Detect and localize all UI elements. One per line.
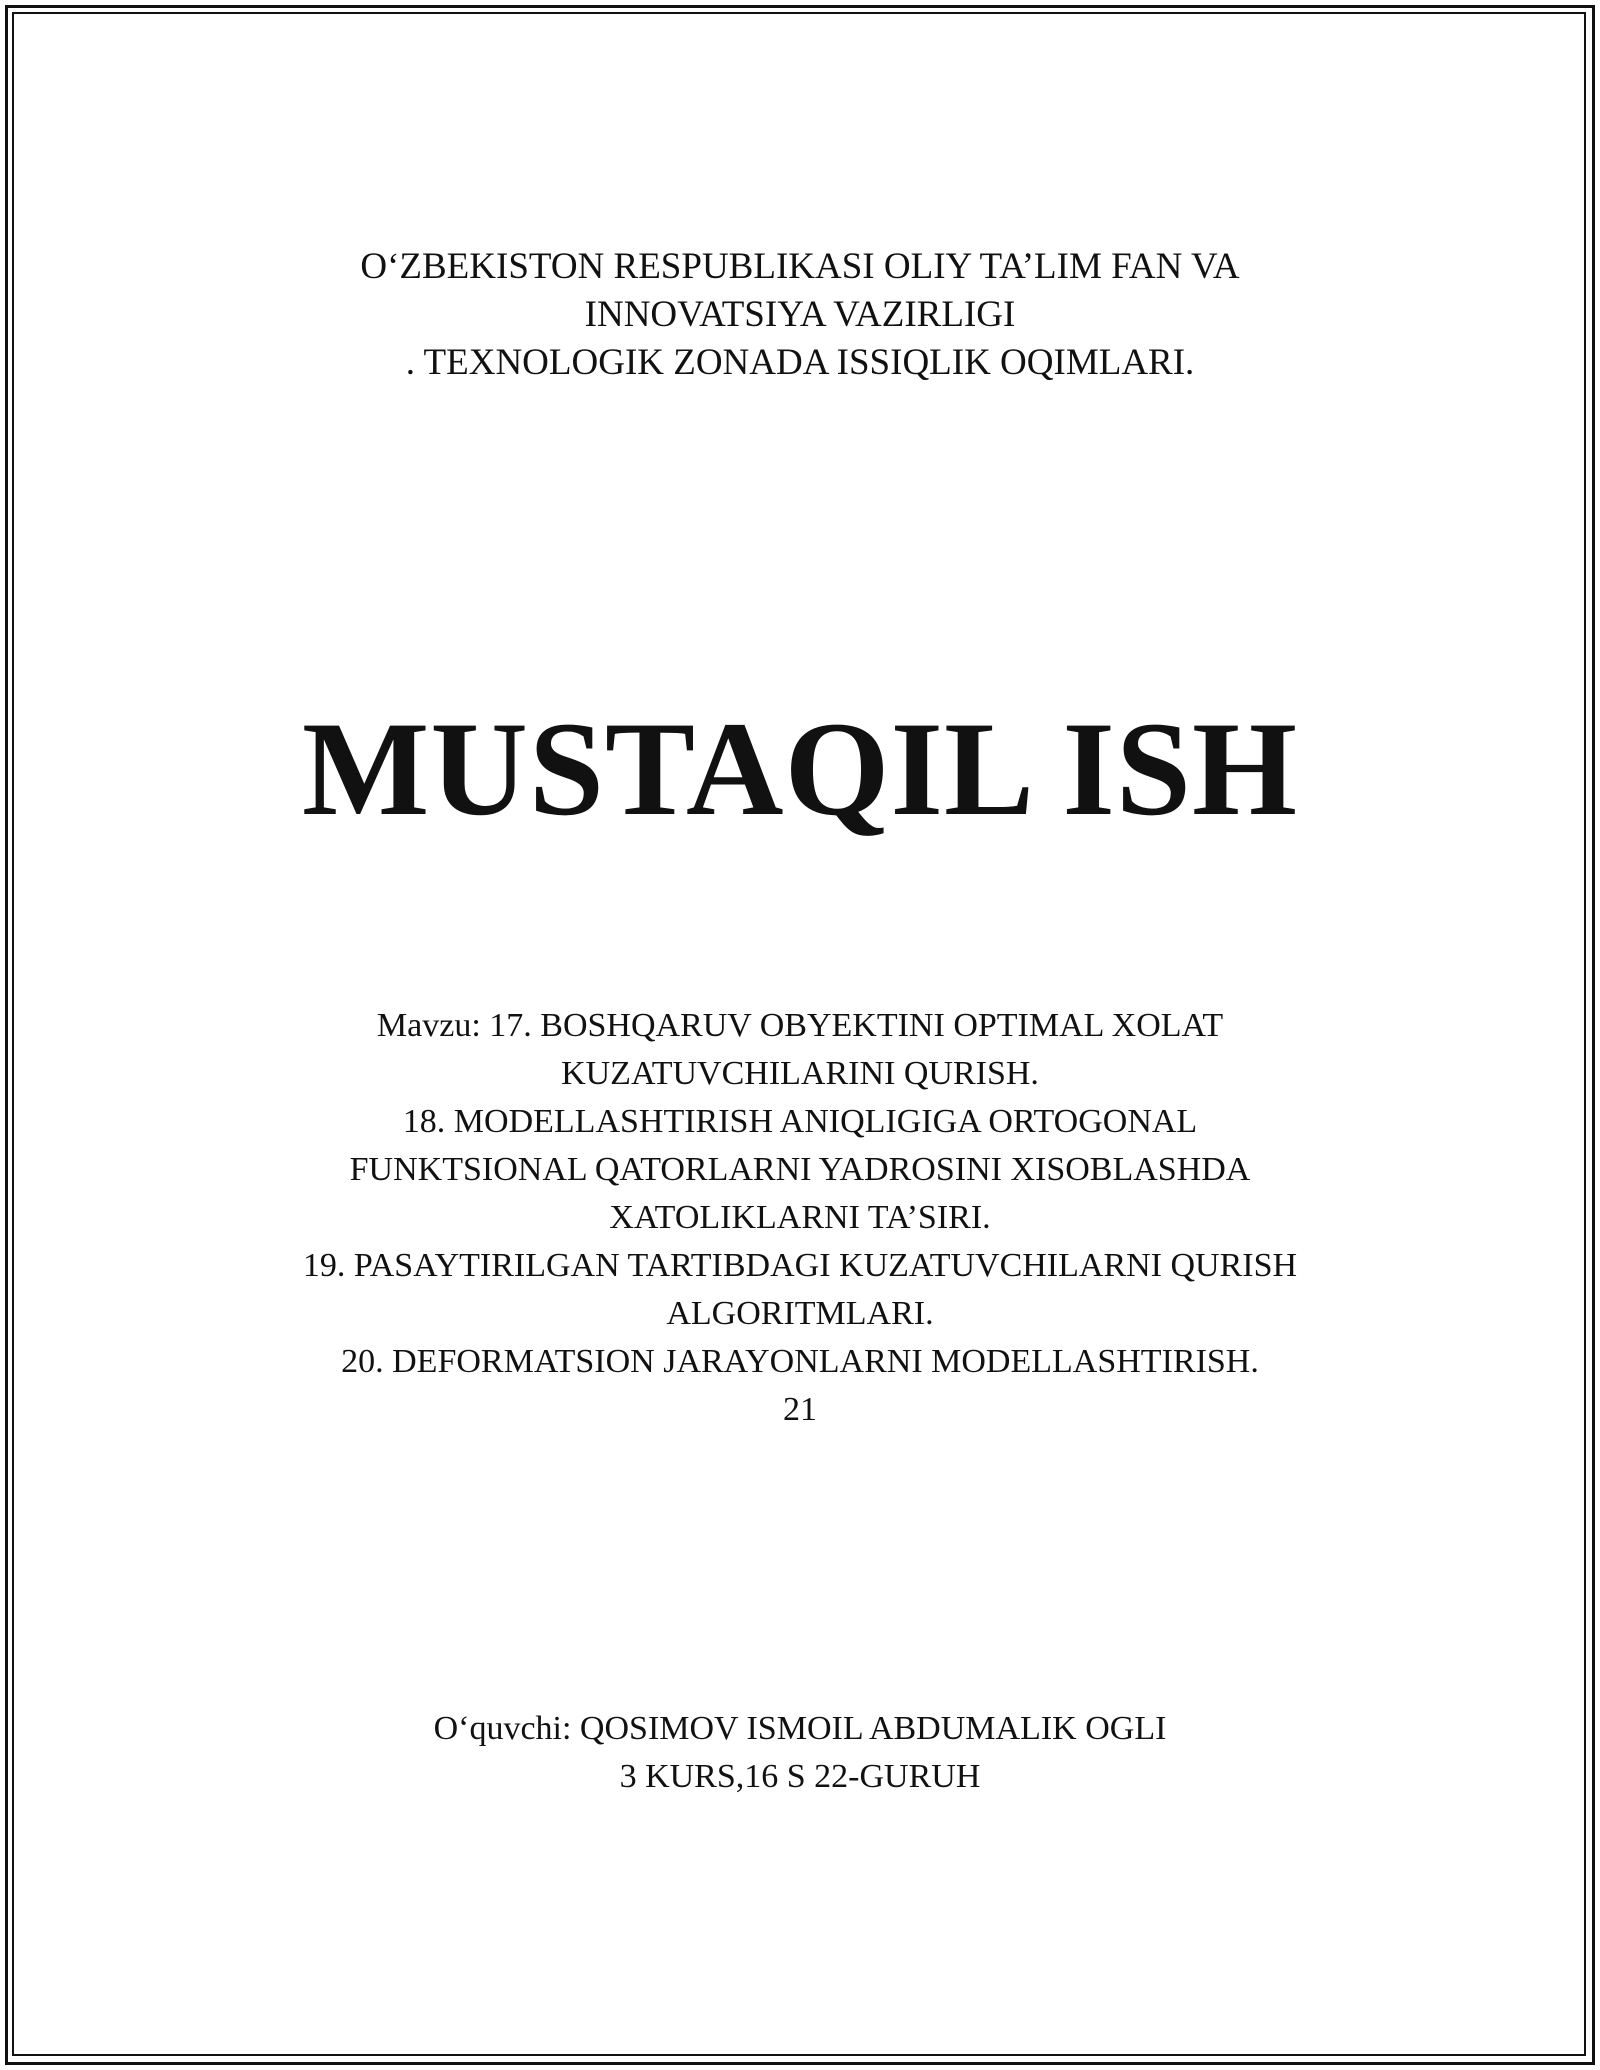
topic-line: ALGORITMLARI. [666,1295,934,1332]
subject-line: . TEXNOLOGIK ZONADA ISSIQLIK OQIMLARI. [405,342,1195,383]
topic-line: XATOLIKLARNI TA’SIRI. [609,1199,991,1236]
ministry-header [150,243,1450,387]
topic-line: FUNKTSIONAL QATORLARNI YADROSINI XISOBLASHDA [349,1151,1251,1188]
topic-line: Mavzu: 17. BOSHQARUV OBYEKTINI OPTIMAL XOLAT [376,1007,1224,1044]
topic-line: 20. DEFORMATSION JARAYONLARNI MODELLASHTIRISH. [341,1343,1259,1380]
student-info [150,1705,1450,1801]
document-title: MUSTAQIL ISH [301,695,1299,844]
topic-line: KUZATUVCHILARINI QURISH. [561,1055,1039,1092]
student-group: 3 KURS,16 S 22-GURUH [619,1758,981,1795]
ministry-line: O‘ZBEKISTON RESPUBLIKASI OLIY TA’LIM FAN VA [360,246,1240,287]
ministry-line: INNOVATSIYA VAZIRLIGI [584,294,1016,335]
student-name: O‘quvchi: QOSIMOV ISMOIL ABDUMALIK OGLI [433,1710,1167,1747]
topic-line: 19. PASAYTIRILGAN TARTIBDAGI KUZATUVCHILARNI QURISH [302,1247,1298,1284]
topic-line: 21 [783,1391,817,1428]
topics-block [150,1002,1450,1434]
topic-line: 18. MODELLASHTIRISH ANIQLIGIGA ORTOGONAL [402,1103,1198,1140]
